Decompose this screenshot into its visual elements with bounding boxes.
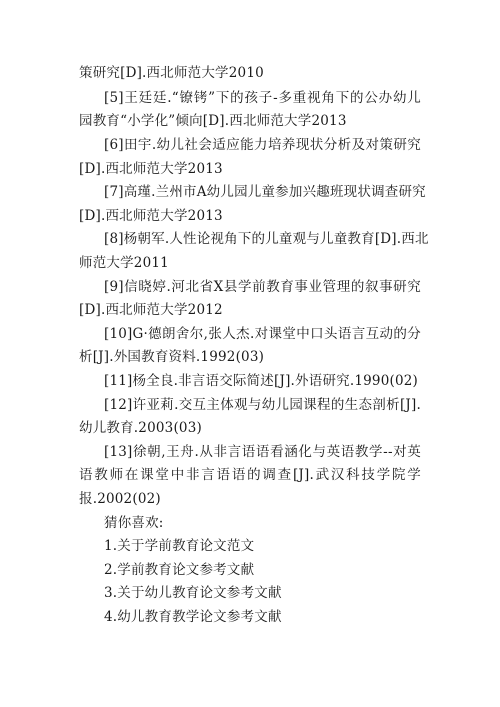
reference-line: [12]许亚莉.交互主体观与幼儿园课程的生态剖析[J]. bbox=[104, 397, 421, 413]
recommend-link[interactable]: 2.学前教育论文参考文献 bbox=[104, 562, 255, 578]
reference-line: [8]杨朝军.人性论视角下的儿童观与儿童教育[D].西北 bbox=[104, 231, 429, 247]
reference-line: [D].西北师范大学2013 bbox=[79, 208, 223, 224]
reference-line: [6]田宇.幼儿社会适应能力培养现状分析及对策研究 bbox=[104, 137, 421, 153]
reference-line: 析[J].外国教育资料.1992(03) bbox=[79, 349, 265, 365]
reference-line: [10]G·德朗舍尔,张人杰.对课堂中口头语言互动的分 bbox=[104, 326, 421, 342]
recommend-heading: 猜你喜欢: bbox=[104, 515, 164, 531]
reference-line: [9]信晓婷.河北省X县学前教育事业管理的叙事研究 bbox=[104, 279, 421, 295]
reference-line: 语教师在课堂中非言语语的调查[J].武汉科技学院学 bbox=[79, 467, 421, 483]
reference-line: 师范大学2011 bbox=[79, 255, 169, 271]
reference-line: [7]高瑾.兰州市A幼儿园儿童参加兴趣班现状调查研究 bbox=[104, 184, 426, 200]
reference-line: 策研究[D].西北师范大学2010 bbox=[79, 65, 264, 81]
reference-line: [11]杨全良.非言语交际简述[J].外语研究.1990(02) bbox=[104, 373, 418, 389]
reference-line: [5]王廷廷.“镣铐”下的孩子-多重视角下的公办幼儿 bbox=[104, 90, 421, 106]
reference-line: 报.2002(02) bbox=[79, 491, 161, 507]
recommend-link[interactable]: 1.关于学前教育论文范文 bbox=[104, 538, 255, 554]
reference-line: [D].西北师范大学2012 bbox=[79, 302, 223, 318]
reference-line: 园教育“小学化”倾向[D].西北师范大学2013 bbox=[79, 113, 347, 129]
recommend-link[interactable]: 4.幼儿教育教学论文参考文献 bbox=[104, 609, 282, 625]
recommend-link[interactable]: 3.关于幼儿教育论文参考文献 bbox=[104, 585, 282, 601]
reference-line: [13]徐朝,王舟.从非言语语看涵化与英语教学--对英 bbox=[104, 444, 421, 460]
reference-line: [D].西北师范大学2013 bbox=[79, 161, 223, 177]
reference-line: 幼儿教育.2003(03) bbox=[79, 420, 202, 436]
